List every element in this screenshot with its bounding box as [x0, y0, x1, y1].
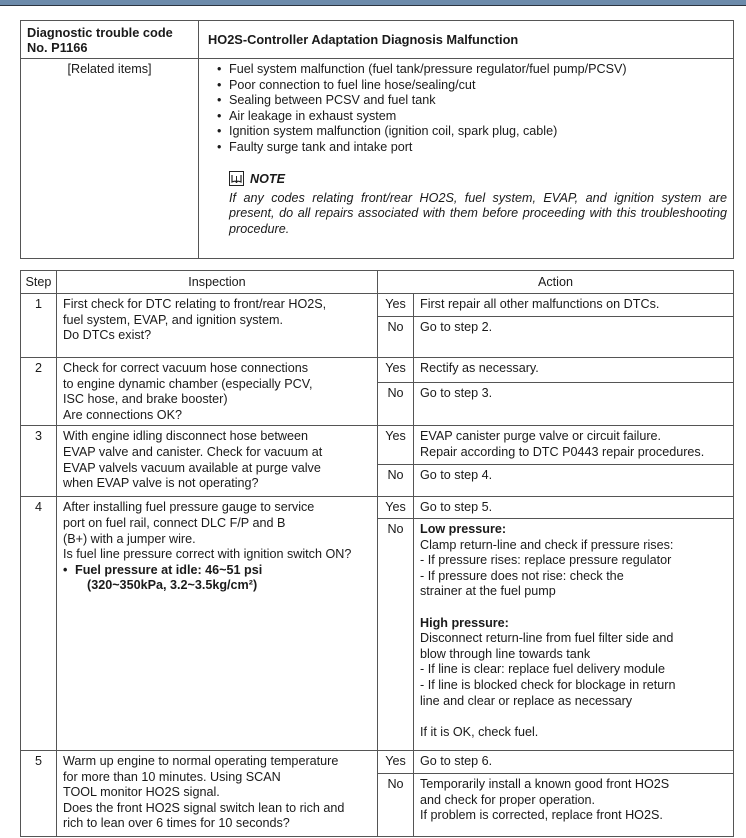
note-header — [229, 170, 727, 188]
action-line: blow through line towards tank — [420, 646, 591, 661]
inspection-line: After installing fuel pressure gauge to service — [63, 500, 315, 515]
no-action — [414, 518, 734, 750]
note-block — [217, 170, 727, 238]
step-inspection — [57, 294, 378, 358]
table-row — [21, 294, 734, 317]
no-action — [414, 317, 734, 358]
no-action — [414, 465, 734, 497]
inspection-line: Is fuel line pressure correct with ignition switch ON? — [63, 547, 352, 562]
inspection-line: First check for DTC relating to front/rear HO2S, — [63, 297, 327, 311]
dtc-label-line1: Diagnostic trouble code — [27, 25, 173, 40]
action-line: Temporarily install a known good front HO2S — [420, 776, 670, 791]
table-row — [21, 497, 734, 519]
inspection-line: Does the front HO2S signal switch lean to rich and — [63, 800, 345, 815]
fuel-pressure-spec — [63, 563, 371, 579]
related-item: • Faulty surge tank and intake port — [217, 140, 727, 156]
high-pressure-title: High pressure: — [420, 615, 509, 630]
yes-label: Yes — [378, 358, 414, 383]
related-items-label: [Related items] — [21, 59, 199, 259]
inspection-line: for more than 10 minutes. Using SCAN — [63, 769, 281, 784]
step-number: 3 — [21, 426, 57, 497]
yes-action — [414, 750, 734, 773]
inspection-line: Are connections OK? — [63, 407, 183, 422]
action-line: Rectify as necessary. — [420, 361, 539, 375]
action-line: Go to step 5. — [420, 500, 493, 515]
inspection-line: fuel system, EVAP, and ignition system. — [63, 312, 284, 327]
step-number: 2 — [21, 358, 57, 426]
action-line: and check for proper operation. — [420, 792, 596, 807]
book-icon — [229, 171, 244, 186]
no-action — [414, 773, 734, 836]
spec-line-2: (320~350kPa, 3.2~3.5kg/cm²) — [87, 578, 258, 593]
inspection-line: to engine dynamic chamber (especially PCV, — [63, 376, 313, 391]
spec-line: • Fuel pressure at idle: 46~51 psi — [63, 563, 371, 579]
table-row — [21, 358, 734, 383]
step-inspection — [57, 750, 378, 836]
inspection-line: TOOL monitor HO2S signal. — [63, 785, 220, 800]
related-items-row — [21, 59, 734, 259]
related-item: • Fuel system malfunction (fuel tank/pressure regulator/fuel pump/PCSV) — [217, 62, 727, 78]
yes-action — [414, 497, 734, 519]
step-number: 1 — [21, 294, 57, 358]
inspection-line: port on fuel rail, connect DLC F/P and B — [63, 515, 286, 530]
inspection-line: EVAP valve and canister. Check for vacuum at — [63, 444, 323, 459]
step-number: 5 — [21, 750, 57, 836]
yes-action — [414, 294, 734, 317]
header-action: Action — [378, 271, 734, 294]
window-top-bar — [0, 0, 746, 6]
inspection-line: EVAP valvels vacuum available at purge valve — [63, 460, 321, 475]
no-label: No — [378, 317, 414, 358]
dtc-code-label — [21, 21, 199, 59]
yes-label: Yes — [378, 426, 414, 465]
inspection-line: Check for correct vacuum hose connections — [63, 361, 308, 375]
step-inspection — [57, 358, 378, 426]
related-items-cell — [199, 59, 734, 259]
yes-action — [414, 358, 734, 383]
related-item: • Ignition system malfunction (ignition coil, spark plug, cable) — [217, 124, 727, 140]
dtc-title: HO2S-Controller Adaptation Diagnosis Malfunction — [199, 21, 734, 59]
table-row — [21, 426, 734, 465]
action-line: EVAP canister purge valve or circuit failure. — [420, 429, 662, 444]
no-label: No — [378, 773, 414, 836]
yes-label: Yes — [378, 497, 414, 519]
step-inspection — [57, 497, 378, 751]
action-line: First repair all other malfunctions on DTCs. — [420, 297, 660, 311]
action-line: - If pressure does not rise: check the — [420, 568, 624, 583]
note-title: NOTE — [250, 171, 285, 186]
table-header-row — [21, 271, 734, 294]
yes-label: Yes — [378, 294, 414, 317]
dtc-info-table — [20, 20, 734, 259]
action-line: If it is OK, check fuel. — [420, 724, 539, 739]
action-line: Go to step 3. — [420, 386, 493, 401]
related-items-list — [217, 62, 727, 156]
action-line: Go to step 4. — [420, 468, 493, 483]
inspection-line: ISC hose, and brake booster) — [63, 392, 228, 407]
action-line: Repair according to DTC P0443 repair procedures. — [420, 444, 705, 459]
action-line: - If line is blocked check for blockage in return — [420, 677, 676, 692]
inspection-line: (B+) with a jumper wire. — [63, 531, 196, 546]
inspection-line: With engine idling disconnect hose between — [63, 429, 309, 444]
action-line: strainer at the fuel pump — [420, 584, 556, 599]
action-line: - If pressure rises: replace pressure regulator — [420, 553, 672, 568]
yes-label: Yes — [378, 750, 414, 773]
inspection-line: Do DTCs exist? — [63, 328, 152, 343]
action-line: Go to step 6. — [420, 753, 493, 768]
action-line: Go to step 2. — [420, 320, 493, 334]
inspection-line: Warm up engine to normal operating temperature — [63, 753, 339, 768]
step-number: 4 — [21, 497, 57, 751]
inspection-line: when EVAP valve is not operating? — [63, 476, 259, 491]
step-inspection — [57, 426, 378, 497]
action-line: line and clear or replace as necessary — [420, 693, 633, 708]
note-text: If any codes relating front/rear HO2S, fuel system, EVAP, and ignition system are present, do all repairs associated with them before proceeding with this troubleshooting procedure. — [229, 190, 727, 236]
table-row — [21, 750, 734, 773]
action-line: - If line is clear: replace fuel delivery module — [420, 662, 665, 677]
dtc-header-row — [21, 21, 734, 59]
no-label: No — [378, 383, 414, 426]
no-action — [414, 383, 734, 426]
header-inspection: Inspection — [57, 271, 378, 294]
action-line: Clamp return-line and check if pressure rises: — [420, 537, 674, 552]
no-label: No — [378, 465, 414, 497]
related-item: • Air leakage in exhaust system — [217, 109, 727, 125]
troubleshooting-table — [20, 270, 734, 837]
no-label: No — [378, 518, 414, 750]
low-pressure-title: Low pressure: — [420, 521, 507, 536]
related-item: • Sealing between PCSV and fuel tank — [217, 93, 727, 109]
related-item: • Poor connection to fuel line hose/sealing/cut — [217, 78, 727, 94]
action-line: Disconnect return-line from fuel filter side and — [420, 631, 674, 646]
inspection-line: rich to lean over 6 times for 10 seconds? — [63, 816, 290, 831]
yes-action — [414, 426, 734, 465]
header-step: Step — [21, 271, 57, 294]
action-line: If problem is corrected, replace front HO2S. — [420, 808, 663, 823]
dtc-label-line2: No. P1166 — [27, 40, 88, 55]
